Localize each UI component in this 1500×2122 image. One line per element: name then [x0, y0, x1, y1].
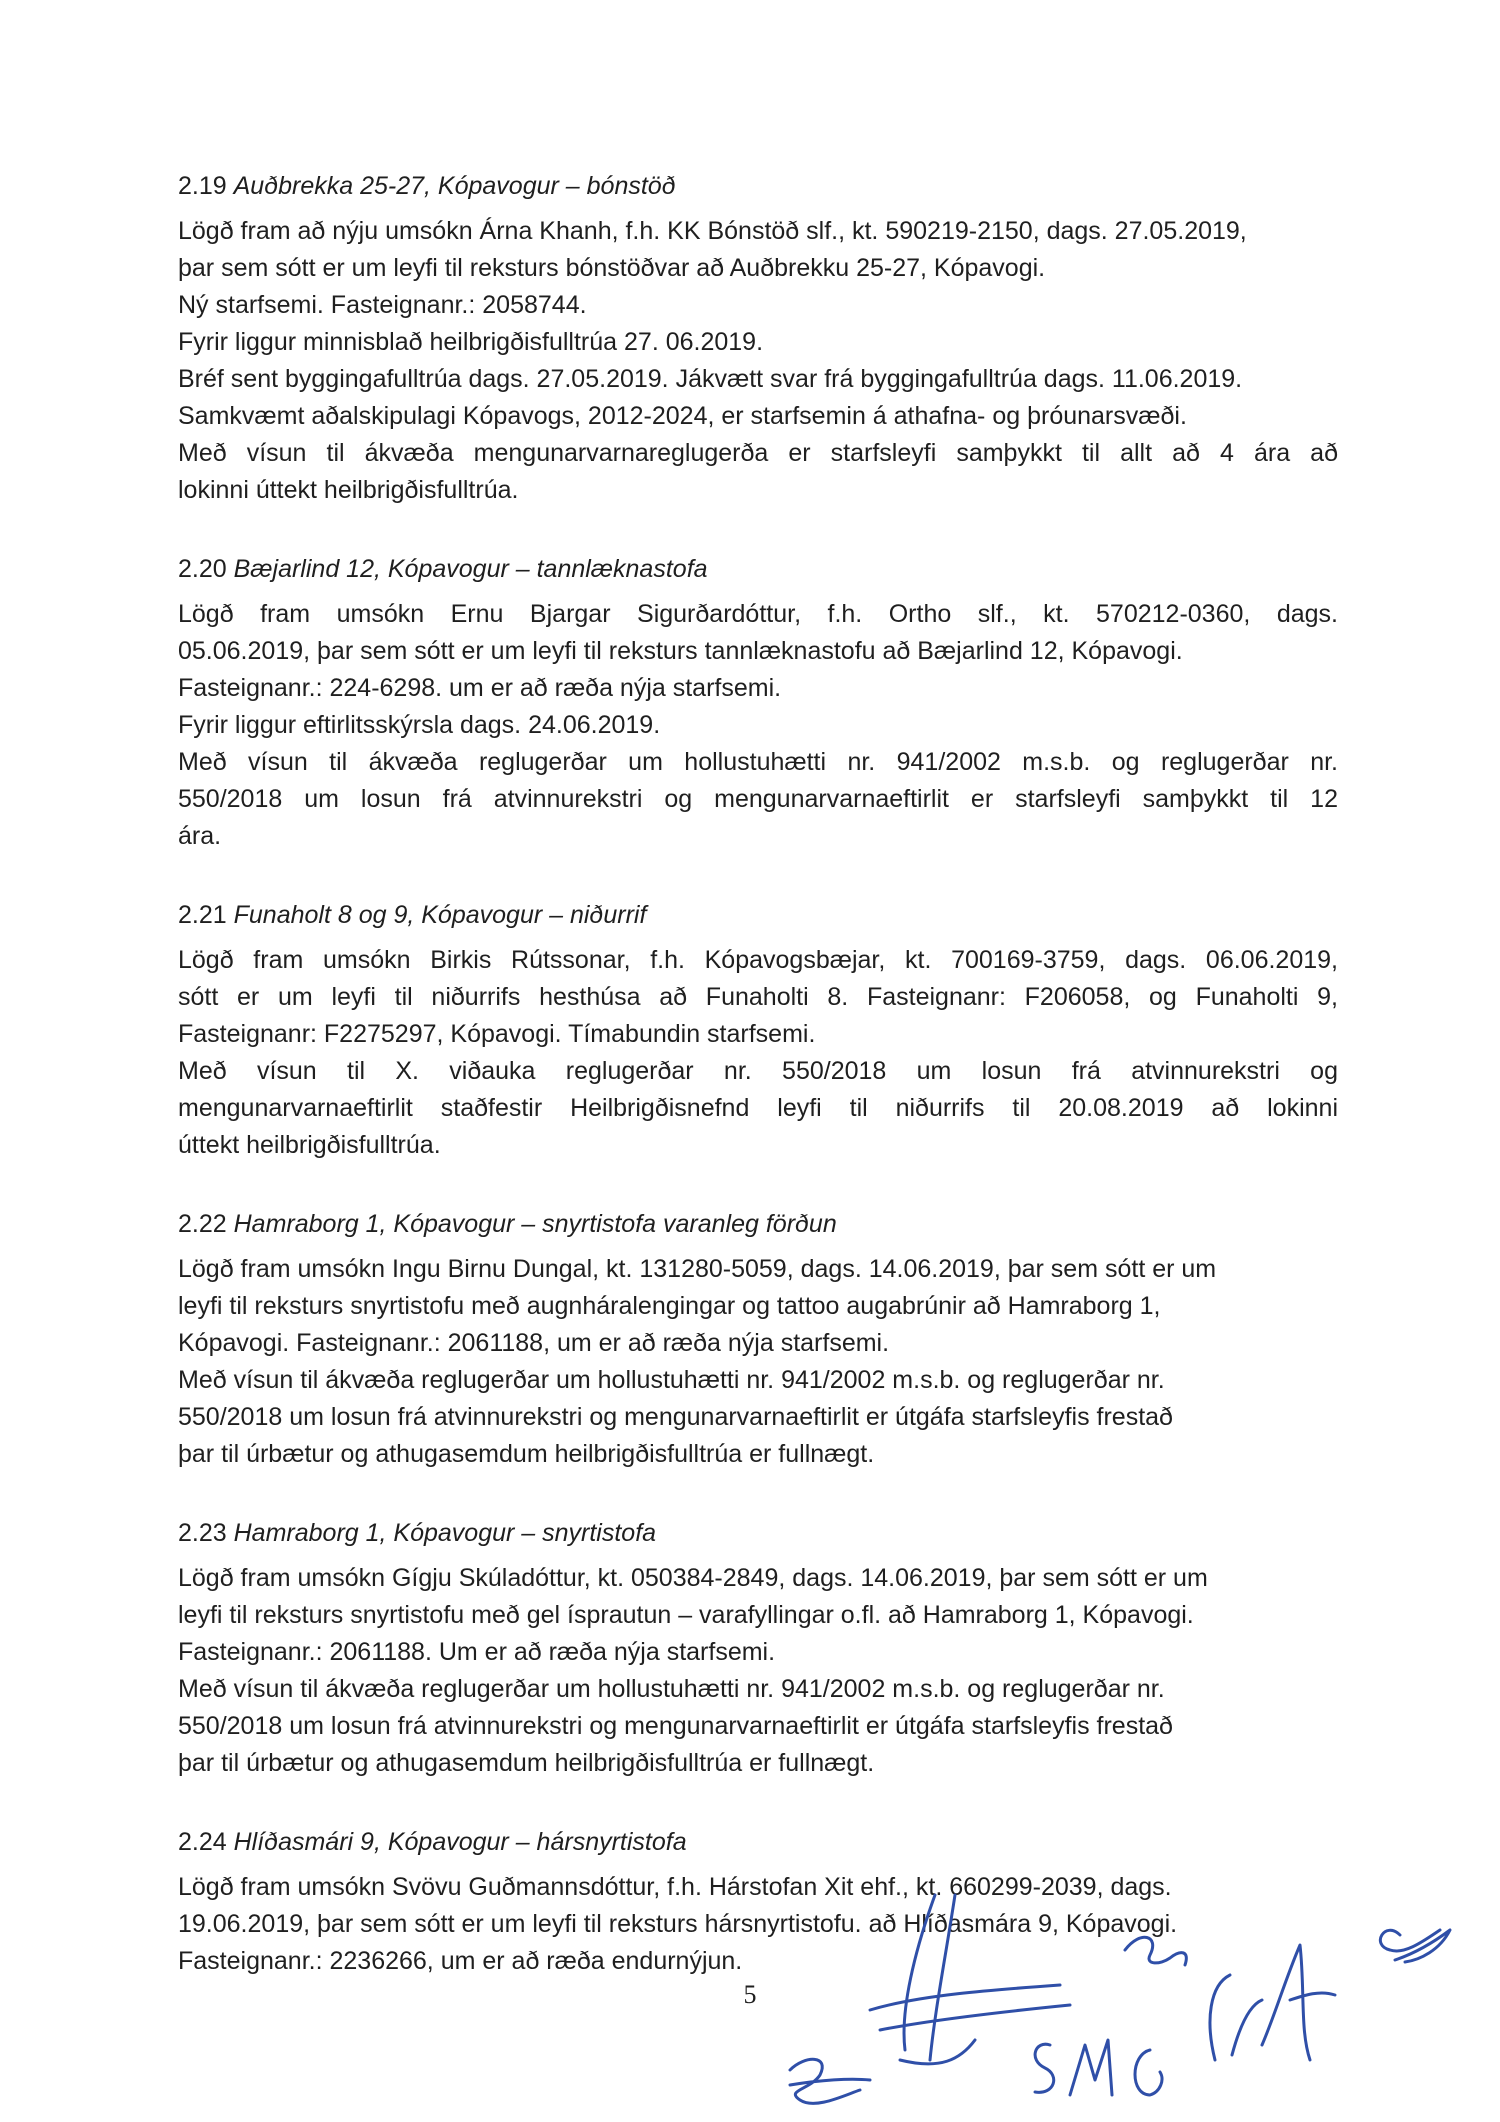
item-text-line: Lögð fram umsókn Birkis Rútssonar, f.h. Kópavogsbæjar, kt. 700169-3759, dags. 06.06.2019, — [178, 946, 1338, 974]
signature-scribble-3 — [1035, 2040, 1162, 2095]
page-number: 5 — [743, 1980, 757, 2009]
item-text-line: Lögð fram umsókn Ernu Bjargar Sigurðardóttur, f.h. Ortho slf., kt. 570212-0360, dags. — [178, 600, 1338, 628]
item-text-line: þar til úrbætur og athugasemdum heilbrigðisfulltrúa er fullnægt. — [178, 1440, 875, 1468]
item-text-line: leyfi til reksturs snyrtistofu með gel ísprautun – varafyllingar o.fl. að Hamraborg 1, Kópavogi. — [178, 1601, 1194, 1629]
item-text-line: þar til úrbætur og athugasemdum heilbrigðisfulltrúa er fullnægt. — [178, 1749, 875, 1777]
item-number: 2.24 — [178, 1828, 227, 1856]
agenda-item-2-24 — [178, 1824, 1338, 1980]
item-text-line: 19.06.2019, þar sem sótt er um leyfi til reksturs hársnyrtistofu. að Hlíðasmára 9, Kópavogi. — [178, 1910, 1178, 1938]
item-text-line: Lögð fram umsókn Ingu Birnu Dungal, kt. 131280-5059, dags. 14.06.2019, þar sem sótt er um — [178, 1255, 1217, 1283]
agenda-item-2-19 — [178, 168, 1338, 509]
item-text-line: Ný starfsemi. Fasteignanr.: 2058744. — [178, 291, 587, 319]
item-text-line: Fyrir liggur eftirlitsskýrsla dags. 24.06.2019. — [178, 711, 661, 739]
item-heading — [178, 551, 1338, 588]
item-text-line: Lögð fram að nýju umsókn Árna Khanh, f.h. KK Bónstöð slf., kt. 590219-2150, dags. 27.05.2019, — [178, 217, 1247, 245]
item-text-line: 550/2018 um losun frá atvinnurekstri og mengunarvarnaeftirlit er starfsleyfi samþykkt til 12 — [178, 785, 1338, 813]
item-title: Auðbrekka 25-27, Kópavogur – bónstöð — [233, 172, 676, 200]
agenda-item-2-20 — [178, 551, 1338, 855]
item-text-line: Með vísun til ákvæða reglugerðar um hollustuhætti nr. 941/2002 m.s.b. og reglugerðar nr. — [178, 748, 1338, 776]
item-text-line: Kópavogi. Fasteignanr.: 2061188, um er að ræða nýja starfsemi. — [178, 1329, 890, 1357]
item-text-line: 05.06.2019, þar sem sótt er um leyfi til reksturs tannlæknastofu að Bæjarlind 12, Kópavogi. — [178, 637, 1183, 665]
item-number: 2.22 — [178, 1210, 227, 1238]
item-text-line: Með vísun til ákvæða reglugerðar um hollustuhætti nr. 941/2002 m.s.b. og reglugerðar nr. — [178, 1366, 1165, 1394]
item-heading — [178, 1515, 1338, 1552]
item-text-line: Fasteignanr.: 2236266, um er að ræða endurnýjun. — [178, 1947, 743, 1975]
item-text-line: Fasteignanr.: 224-6298. um er að ræða nýja starfsemi. — [178, 674, 782, 702]
item-title: Hamraborg 1, Kópavogur – snyrtistofa — [233, 1519, 657, 1547]
item-text-line: Fasteignanr.: 2061188. Um er að ræða nýja starfsemi. — [178, 1638, 776, 1666]
item-text-line: lokinni úttekt heilbrigðisfulltrúa. — [178, 476, 519, 504]
item-text-line: 550/2018 um losun frá atvinnurekstri og mengunarvarnaeftirlit er útgáfa starfsleyfis frestað — [178, 1403, 1173, 1431]
agenda-item-2-22 — [178, 1206, 1338, 1473]
item-title: Hlíðasmári 9, Kópavogur – hársnyrtistofa — [233, 1828, 687, 1856]
agenda-item-2-23 — [178, 1515, 1338, 1782]
item-text-line: úttekt heilbrigðisfulltrúa. — [178, 1131, 441, 1159]
item-text-line: Lögð fram umsókn Gígju Skúladóttur, kt. 050384-2849, dags. 14.06.2019, þar sem sótt er um — [178, 1564, 1208, 1592]
item-heading — [178, 1206, 1338, 1243]
item-text-line: ára. — [178, 822, 222, 850]
item-heading — [178, 168, 1338, 205]
item-text-line: 550/2018 um losun frá atvinnurekstri og mengunarvarnaeftirlit er útgáfa starfsleyfis frestað — [178, 1712, 1173, 1740]
item-title: Funaholt 8 og 9, Kópavogur – niðurrif — [233, 901, 647, 929]
item-heading — [178, 897, 1338, 934]
item-text-line: Fyrir liggur minnisblað heilbrigðisfulltrúa 27. 06.2019. — [178, 328, 764, 356]
item-title: Hamraborg 1, Kópavogur – snyrtistofa varanleg förðun — [233, 1210, 837, 1238]
item-number: 2.21 — [178, 901, 227, 929]
item-text-line: Bréf sent byggingafulltrúa dags. 27.05.2019. Jákvætt svar frá byggingafulltrúa dags. 11.06.2019. — [178, 365, 1243, 393]
item-text-line: Með vísun til ákvæða mengunarvarnareglugerða er starfsleyfi samþykkt til allt að 4 ára að — [178, 439, 1338, 467]
item-text-line: Fasteignanr: F2275297, Kópavogi. Tímabundin starfsemi. — [178, 1020, 816, 1048]
item-heading — [178, 1824, 1338, 1861]
item-number: 2.20 — [178, 555, 227, 583]
item-text-line: Með vísun til X. viðauka reglugerðar nr. 550/2018 um losun frá atvinnurekstri og — [178, 1057, 1338, 1085]
item-text-line: sótt er um leyfi til niðurrifs hesthúsa að Funaholti 8. Fasteignanr: F206058, og Funaholti 9, — [178, 983, 1338, 1011]
signature-scribble-2 — [790, 2059, 870, 2103]
agenda-item-2-21 — [178, 897, 1338, 1164]
item-text-line: mengunarvarnaeftirlit staðfestir Heilbrigðisnefnd leyfi til niðurrifs til 20.08.2019 að lokinni — [178, 1094, 1338, 1122]
item-text-line: Samkvæmt aðalskipulagi Kópavogs, 2012-2024, er starfsemin á athafna- og þróunarsvæði. — [178, 402, 1187, 430]
item-text-line: leyfi til reksturs snyrtistofu með augnháralengingar og tattoo augabrúnir að Hamraborg 1, — [178, 1292, 1161, 1320]
item-text-line: þar sem sótt er um leyfi til reksturs bónstöðvar að Auðbrekku 25-27, Kópavogi. — [178, 254, 1046, 282]
item-number: 2.19 — [178, 172, 227, 200]
item-number: 2.23 — [178, 1519, 227, 1547]
item-text-line: Lögð fram umsókn Svövu Guðmannsdóttur, f.h. Hárstofan Xit ehf., kt. 660299-2039, dags. — [178, 1873, 1172, 1901]
item-title: Bæjarlind 12, Kópavogur – tannlæknastofa — [233, 555, 708, 583]
signature-scribble-6 — [1380, 1930, 1450, 1962]
item-text-line: Með vísun til ákvæða reglugerðar um hollustuhætti nr. 941/2002 m.s.b. og reglugerðar nr. — [178, 1675, 1165, 1703]
agenda-items — [178, 168, 1338, 2022]
